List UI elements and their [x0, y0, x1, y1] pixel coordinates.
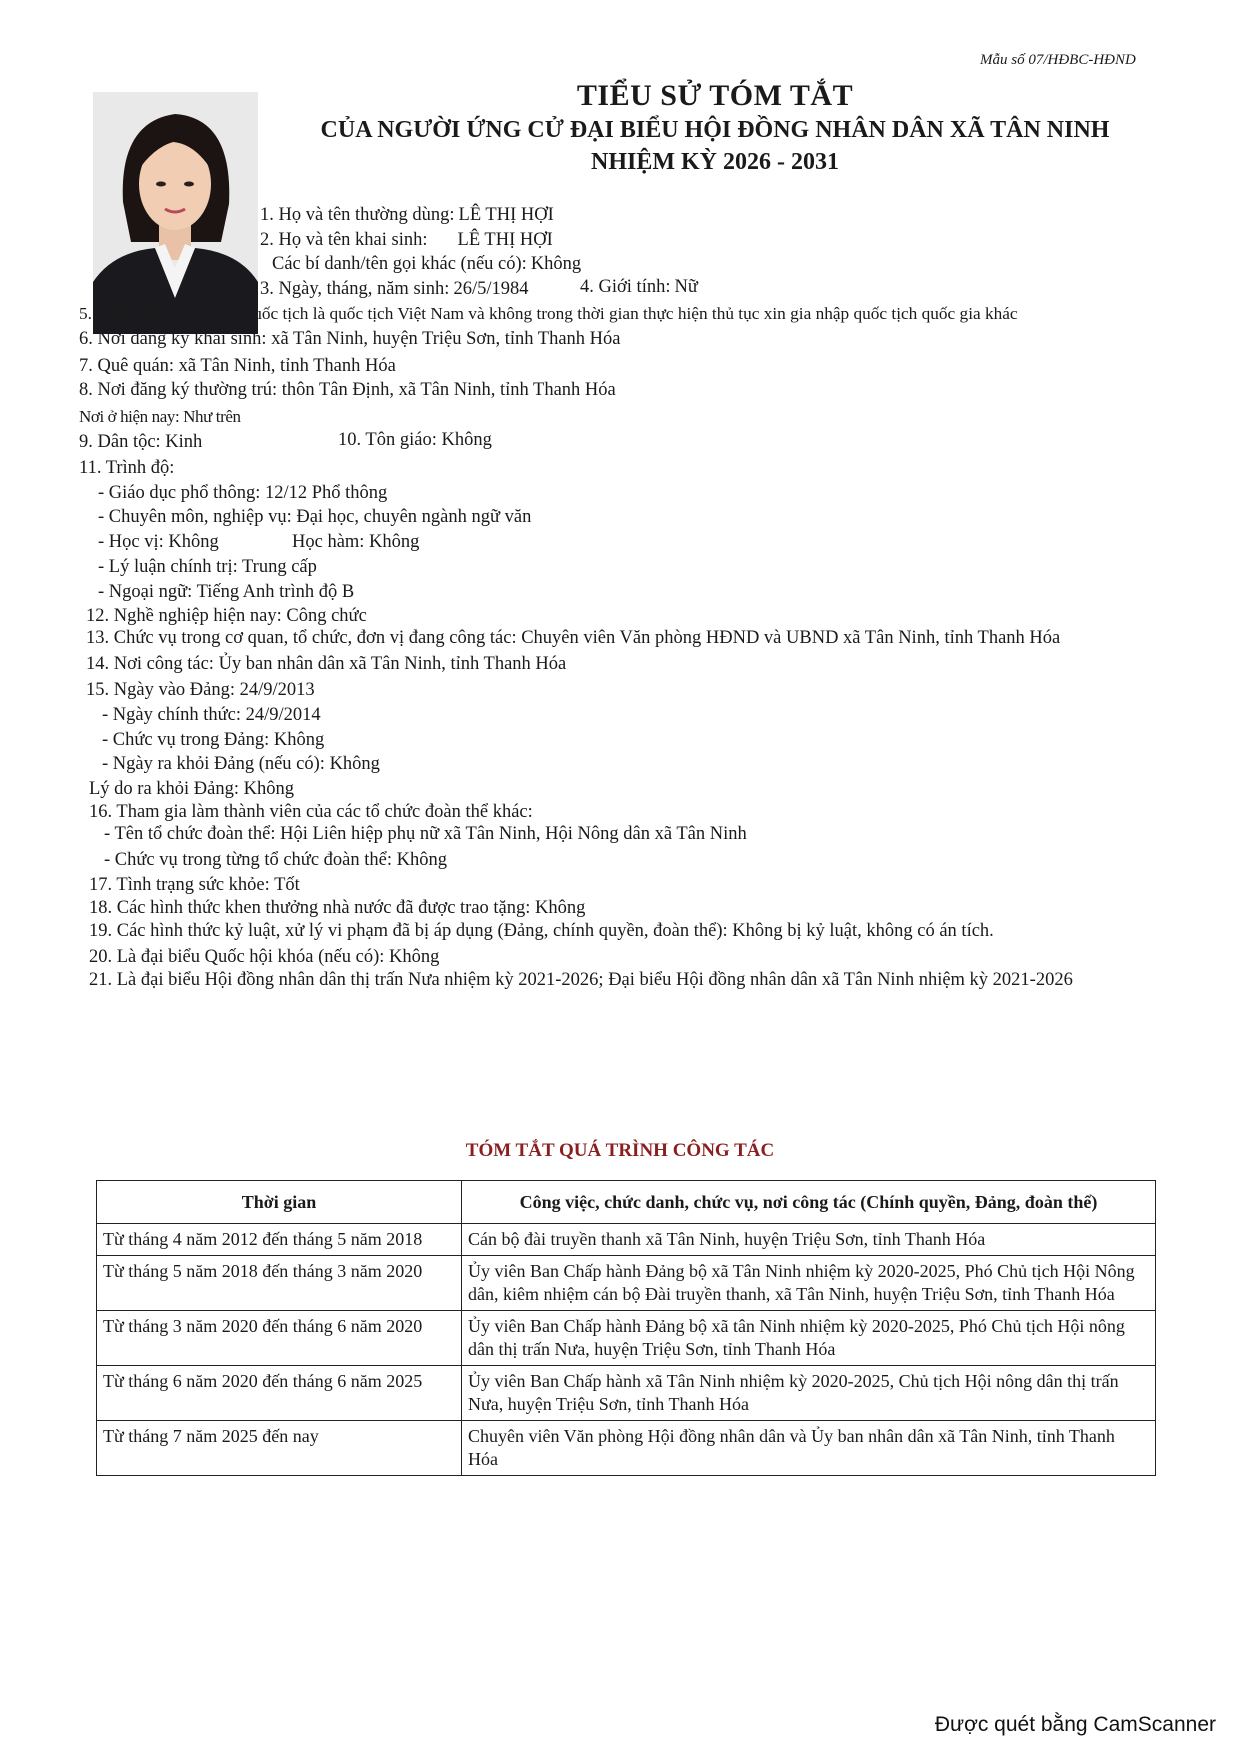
field-specialty: - Chuyên môn, nghiệp vụ: Đại học, chuyên ngành ngữ văn: [98, 507, 532, 527]
row-description: Ủy viên Ban Chấp hành Đảng bộ xã tân Ninh nhiệm kỳ 2020-2025, Phó Chủ tịch Hội nông dân thị trấn Nưa, huyện Triệu Sơn, tỉnh Thanh Hóa: [462, 1311, 1156, 1366]
field-national-assembly: 20. Là đại biểu Quốc hội khóa (nếu có): Không: [89, 947, 440, 967]
document-term: NHIỆM KỲ 2026 - 2031: [591, 149, 839, 175]
document-title: TIỂU SỬ TÓM TẮT: [576, 79, 854, 112]
field-degree: - Học vị: Không: [98, 532, 219, 552]
row-time: Từ tháng 6 năm 2020 đến tháng 6 năm 2025: [97, 1366, 462, 1421]
field-common-name: 1. Họ và tên thường dùng: LÊ THỊ HỢI: [260, 205, 554, 225]
field-education-heading: 11. Trình độ:: [79, 458, 175, 478]
field-permanent-residence: 8. Nơi đăng ký thường trú: thôn Tân Định, xã Tân Ninh, tỉnh Thanh Hóa: [79, 380, 616, 400]
title-block: [300, 78, 1130, 178]
field-alias: Các bí danh/tên gọi khác (nếu có): Không: [272, 254, 582, 274]
field-council-history: 21. Là đại biểu Hội đồng nhân dân thị trấn Nưa nhiệm kỳ 2021-2026; Đại biểu Hội đồng nhân dân xã Tân Ninh nhiệm kỳ 2021-2026: [89, 970, 1073, 990]
work-history-title: TÓM TẮT QUÁ TRÌNH CÔNG TÁC: [465, 1140, 775, 1161]
table-row: [97, 1224, 1156, 1256]
document-subtitle: CỦA NGƯỜI ỨNG CỬ ĐẠI BIỂU HỘI ĐỒNG NHÂN DÂN XÃ TÂN NINH: [320, 117, 1110, 143]
field-party-leave-date: - Ngày ra khỏi Đảng (nếu có): Không: [102, 754, 380, 774]
field-occupation: 12. Nghề nghiệp hiện nay: Công chức: [86, 606, 367, 626]
column-header-description: Công việc, chức danh, chức vụ, nơi công tác (Chính quyền, Đảng, đoàn thể): [462, 1181, 1156, 1224]
field-awards: 18. Các hình thức khen thưởng nhà nước đã được trao tặng: Không: [89, 898, 586, 918]
row-time: Từ tháng 5 năm 2018 đến tháng 3 năm 2020: [97, 1256, 462, 1311]
table-row: [97, 1256, 1156, 1311]
field-health: 17. Tình trạng sức khỏe: Tốt: [89, 875, 300, 895]
field-birthdate: 3. Ngày, tháng, năm sinh: 26/5/1984: [260, 279, 529, 299]
field-position: 13. Chức vụ trong cơ quan, tổ chức, đơn vị đang công tác: Chuyên viên Văn phòng HĐND và UBND xã Tân Ninh, tỉnh Thanh Hóa: [86, 628, 1061, 648]
field-birth-registration: 6. Nơi đăng ký khai sinh: xã Tân Ninh, huyện Triệu Sơn, tỉnh Thanh Hóa: [79, 329, 621, 349]
row-time: Từ tháng 7 năm 2025 đến nay: [97, 1421, 462, 1476]
field-nationality: 5. Quốc tịch: Chỉ có 01 quốc tịch là quốc tịch Việt Nam và không trong thời gian thực hiện thủ tục xin gia nhập quốc tịch quốc gia khác: [79, 304, 1018, 323]
field-ethnicity: 9. Dân tộc: Kinh: [79, 432, 203, 452]
row-description: Cán bộ đài truyền thanh xã Tân Ninh, huyện Triệu Sơn, tỉnh Thanh Hóa: [462, 1224, 1156, 1256]
form-code: Mẫu số 07/HĐBC-HĐND: [980, 52, 1136, 68]
table-row: [97, 1366, 1156, 1421]
field-party-position: - Chức vụ trong Đảng: Không: [102, 730, 325, 750]
field-party-leave-reason: Lý do ra khỏi Đảng: Không: [89, 779, 295, 799]
field-discipline: 19. Các hình thức kỷ luật, xử lý vi phạm đã bị áp dụng (Đảng, chính quyền, đoàn thể): Không bị kỷ luật, không có án tích.: [89, 921, 994, 941]
field-organization-positions: - Chức vụ trong từng tổ chức đoàn thể: Không: [104, 850, 447, 870]
table-row: [97, 1421, 1156, 1476]
row-time: Từ tháng 3 năm 2020 đến tháng 6 năm 2020: [97, 1311, 462, 1366]
field-birth-name: 2. Họ và tên khai sinh: LÊ THỊ HỢI: [260, 230, 553, 250]
field-party-entry: 15. Ngày vào Đảng: 24/9/2013: [86, 680, 315, 700]
field-hometown: 7. Quê quán: xã Tân Ninh, tỉnh Thanh Hóa: [79, 356, 396, 376]
field-organization-names: - Tên tổ chức đoàn thể: Hội Liên hiệp phụ nữ xã Tân Ninh, Hội Nông dân xã Tân Ninh: [104, 824, 747, 844]
field-workplace: 14. Nơi công tác: Ủy ban nhân dân xã Tân Ninh, tỉnh Thanh Hóa: [86, 654, 567, 674]
scanner-watermark: Được quét bằng CamScanner: [934, 1713, 1216, 1736]
row-description: Ủy viên Ban Chấp hành xã Tân Ninh nhiệm kỳ 2020-2025, Chủ tịch Hội nông dân thị trấn Nưa, huyện Triệu Sơn, tỉnh Thanh Hóa: [462, 1366, 1156, 1421]
field-political-theory: - Lý luận chính trị: Trung cấp: [98, 557, 317, 577]
column-header-time: Thời gian: [97, 1181, 462, 1224]
portrait-photo: [93, 92, 258, 334]
work-history-table: [96, 1180, 1156, 1476]
field-academic-title: Học hàm: Không: [292, 532, 420, 552]
field-current-address: Nơi ở hiện nay: Như trên: [79, 407, 241, 426]
row-description: Ủy viên Ban Chấp hành Đảng bộ xã Tân Ninh nhiệm kỳ 2020-2025, Phó Chủ tịch Hội Nông dân, kiêm nhiệm cán bộ Đài truyền thanh, xã Tân Ninh, huyện Triệu Sơn, tỉnh Thanh Hóa: [462, 1256, 1156, 1311]
field-gender: 4. Giới tính: Nữ: [580, 277, 698, 297]
field-organizations: 16. Tham gia làm thành viên của các tổ chức đoàn thể khác:: [89, 802, 533, 822]
field-foreign-language: - Ngoại ngữ: Tiếng Anh trình độ B: [98, 582, 355, 602]
table-row: [97, 1311, 1156, 1366]
row-description: Chuyên viên Văn phòng Hội đồng nhân dân và Ủy ban nhân dân xã Tân Ninh, tỉnh Thanh Hóa: [462, 1421, 1156, 1476]
table-header-row: [97, 1181, 1156, 1224]
field-party-official: - Ngày chính thức: 24/9/2014: [102, 705, 321, 725]
row-time: Từ tháng 4 năm 2012 đến tháng 5 năm 2018: [97, 1224, 462, 1256]
field-religion: 10. Tôn giáo: Không: [338, 430, 492, 450]
field-general-education: - Giáo dục phổ thông: 12/12 Phổ thông: [98, 483, 388, 503]
